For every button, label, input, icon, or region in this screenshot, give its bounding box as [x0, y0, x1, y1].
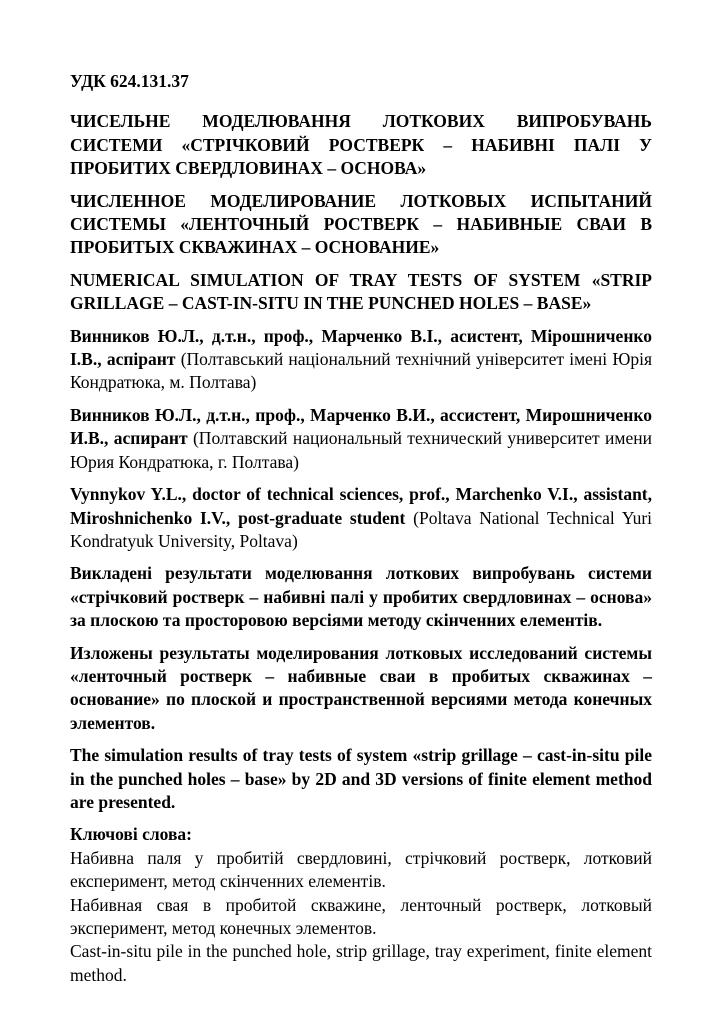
authors-english: [70, 483, 652, 553]
title-russian: ЧИСЛЕННОЕ МОДЕЛИРОВАНИЕ ЛОТКОВЫХ ИСПЫТАНИЙ СИСТЕМЫ «ЛЕНТОЧНЫЙ РОСТВЕРК – НАБИВНЫЕ СВАИ В ПРОБИТЫХ СКВАЖИНАХ – ОСНОВАНИЕ»: [70, 190, 652, 258]
keywords-ukrainian: Набивна паля у пробитій свердловині, стрічковий ростверк, лотковий експеримент, метод скінченних елементів.: [70, 847, 652, 892]
title-ukrainian: ЧИСЕЛЬНЕ МОДЕЛЮВАННЯ ЛОТКОВИХ ВИПРОБУВАНЬ СИСТЕМИ «СТРІЧКОВИЙ РОСТВЕРК – НАБИВНІ ПАЛІ У ПРОБИТИХ СВЕРДЛОВИНАХ – ОСНОВА»: [70, 111, 652, 179]
abstract-russian: Изложены результаты моделирования лотковых исследований системы «ленточный ростверк – набивные сваи в пробитых скважинах – основание» по плоской и пространственной версиями метода конечных элементов.: [70, 642, 652, 733]
authors-ukrainian-names: Винников Ю.Л., д.т.н., проф., Марченко В.І., асистент, Мірошниченко І.В., аспірант: [70, 325, 652, 370]
keywords-russian: Набивная свая в пробитой скважине, ленточный ростверк, лотковый эксперимент, метод конечных элементов.: [70, 894, 652, 938]
authors-russian: [70, 404, 652, 474]
authors-ukrainian-affiliation: (Полтавський національний технічний університет імені Юрія Кондратюка, м. Полтава): [70, 349, 653, 393]
authors-russian-names: Винников Ю.Л., д.т.н., проф., Марченко В.И., ассистент, Мирошниченко И.В., аспирант: [70, 404, 652, 449]
authors-english-names: Vynnykov Y.L., doctor of technical sciences, prof., Marchenko V.I., assistant, Miroshnichenko I.V., post-graduate student: [70, 484, 652, 528]
udc-number: УДК 624.131.37: [70, 71, 189, 91]
abstract-ukrainian: Викладені результати моделювання лоткових випробувань системи «стрічковий ростверк – набивні палі у пробитих свердловинах – основа» за плоскою та просторовою версіями методу скінченних елементів.: [70, 563, 652, 631]
authors-russian-affiliation: (Полтавский национальный технический университет имени Юрия Кондратюка, г. Полтава): [70, 428, 652, 472]
abstract-english: The simulation results of tray tests of system «strip grillage – cast-in-situ pile in the punched holes – base» by 2D and 3D versions of finite element method are presented.: [70, 745, 652, 812]
keywords-section: [70, 823, 652, 987]
authors-english-affiliation: (Poltava National Technical Yuri Kondratyuk University, Poltava): [70, 507, 653, 551]
authors-ukrainian: [70, 325, 652, 395]
keywords-label: Ключові слова:: [70, 824, 193, 845]
title-english: NUMERICAL SIMULATION OF TRAY TESTS OF SYSTEM «STRIP GRILLAGE – CAST-IN-SITU IN THE PUNCHED HOLES – BASE»: [70, 269, 652, 314]
keywords-english: Cast-in-situ pile in the punched hole, strip grillage, tray experiment, finite element method.: [70, 941, 652, 985]
